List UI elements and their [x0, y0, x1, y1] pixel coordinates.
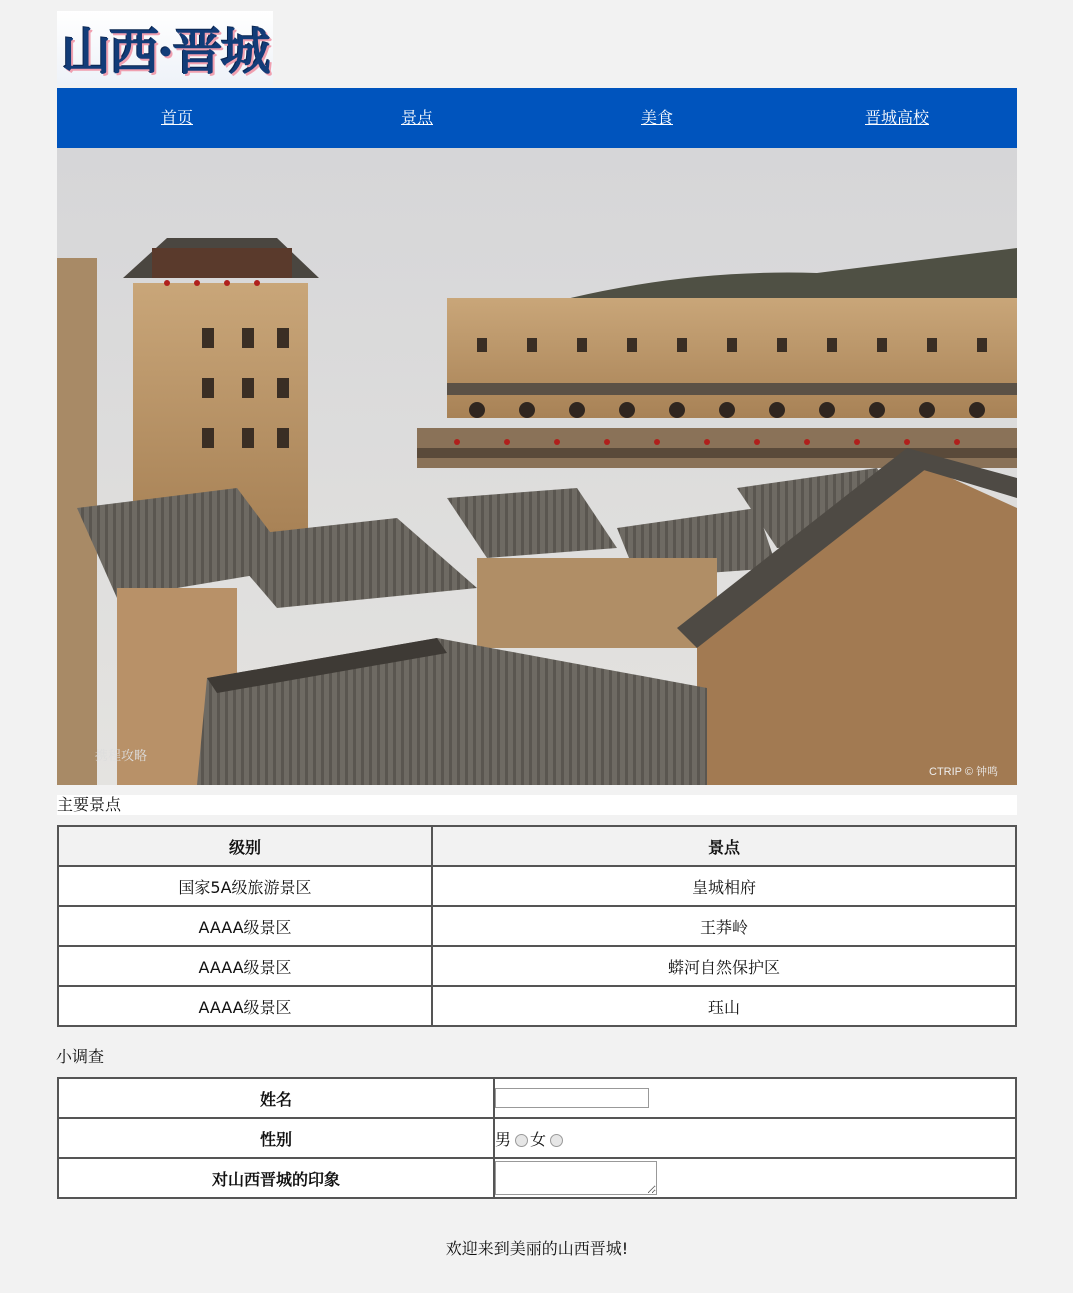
watermark-right: CTRIP © 钟鸣	[929, 766, 999, 778]
impression-label: 对山西晋城的印象	[58, 1158, 494, 1198]
gender-female-radio[interactable]	[550, 1134, 563, 1147]
site-logo	[57, 11, 273, 85]
cell-level: AAAA级景区	[58, 946, 432, 986]
gender-male-label: 男	[495, 1129, 512, 1149]
header-attraction: 景点	[432, 826, 1016, 866]
survey-table	[57, 1077, 1017, 1199]
nav-food[interactable]: 美食	[640, 108, 673, 127]
header-level: 级别	[58, 826, 432, 866]
name-cell	[494, 1078, 1016, 1118]
gender-label: 性别	[58, 1118, 494, 1158]
table-row	[58, 986, 1016, 1026]
table-row	[58, 906, 1016, 946]
survey-row-impression	[58, 1158, 1016, 1198]
survey-row-name	[58, 1078, 1016, 1118]
survey-title: 小调查	[56, 1047, 105, 1066]
table-row	[58, 866, 1016, 906]
table-header-row	[58, 826, 1016, 866]
hero-illustration	[57, 148, 1017, 785]
cell-attraction: 珏山	[432, 986, 1016, 1026]
gender-female-label: 女	[530, 1129, 547, 1149]
name-label: 姓名	[58, 1078, 494, 1118]
nav-attractions[interactable]: 景点	[400, 108, 433, 127]
cell-level: AAAA级景区	[58, 906, 432, 946]
survey-row-gender	[58, 1118, 1016, 1158]
watermark-left: 携程攻略	[95, 748, 148, 763]
hero-image	[57, 148, 1017, 785]
cell-attraction: 王莽岭	[432, 906, 1016, 946]
name-input[interactable]	[495, 1088, 649, 1108]
impression-textarea[interactable]	[495, 1161, 657, 1195]
impression-cell	[494, 1158, 1016, 1198]
gender-male-radio[interactable]	[515, 1134, 528, 1147]
cell-attraction: 蟒河自然保护区	[432, 946, 1016, 986]
footer-text: 欢迎来到美丽的山西晋城!	[445, 1239, 629, 1258]
attractions-table	[57, 825, 1017, 1027]
cell-level: 国家5A级旅游景区	[58, 866, 432, 906]
gender-cell	[494, 1118, 1016, 1158]
nav-universities[interactable]: 晋城高校	[864, 108, 929, 127]
cell-level: AAAA级景区	[58, 986, 432, 1026]
main-nav	[57, 88, 1017, 148]
attractions-title: 主要景点	[57, 795, 1017, 815]
logo-text: 山西·晋城	[61, 22, 269, 81]
table-row	[58, 946, 1016, 986]
cell-attraction: 皇城相府	[432, 866, 1016, 906]
nav-home[interactable]: 首页	[160, 108, 193, 127]
